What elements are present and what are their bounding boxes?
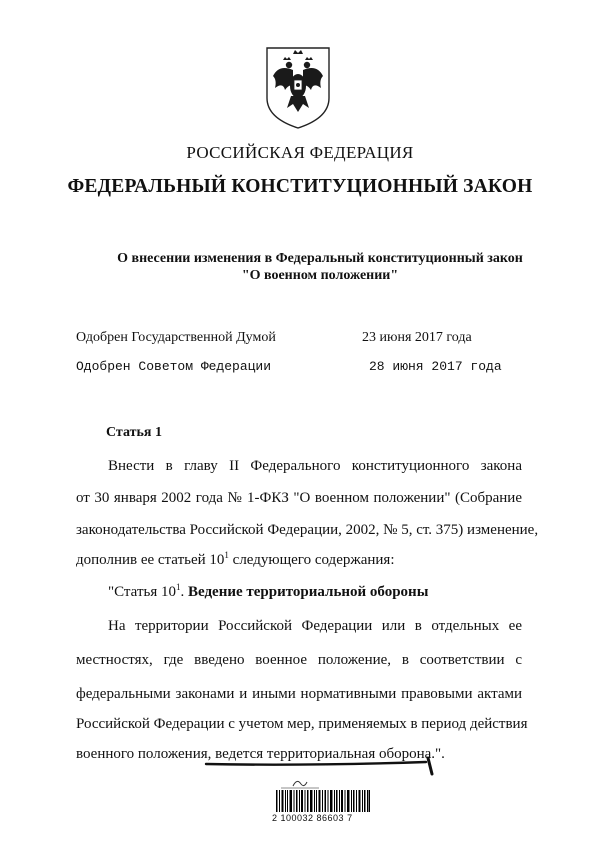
paragraph-text: следующего содержания: [228, 552, 395, 568]
quoted-article-number: "Статья 10 [108, 584, 176, 600]
law-subject-line: "О военном положении" [241, 268, 399, 283]
approval-label-duma: Одобрен Государственной Думой [76, 330, 276, 345]
country-name: РОССИЙСКАЯ ФЕДЕРАЦИЯ [186, 143, 414, 162]
paragraph-line: Внести в главу II Федерального конституционного закона [108, 458, 522, 474]
coat-of-arms-icon [263, 46, 333, 130]
barcode-icon [276, 790, 370, 812]
paragraph-line: местностях, где введено военное положение, в соответствии с [76, 652, 522, 668]
paragraph-line: законодательства Российской Федерации, 2002, № 5, ст. 375) изменение, [76, 522, 539, 538]
paragraph-line: На территории Российской Федерации или в отдельных ее [108, 618, 522, 634]
approval-date-duma: 23 июня 2017 года [362, 330, 472, 345]
paragraph-line: Российской Федерации с учетом мер, применяемых в период действия [76, 716, 528, 732]
approval-label-council: Одобрен Советом Федерации [76, 359, 272, 374]
law-subject [0, 250, 600, 284]
quoted-article-heading [108, 584, 554, 601]
punctuation: . [180, 584, 188, 600]
approval-date-council: 28 июня 2017 года [369, 359, 502, 374]
stamp-mark [277, 776, 323, 790]
paragraph-line: военного положения, ведется территориальная оборона.". [76, 746, 445, 762]
article-heading: Статья 1 [106, 425, 162, 440]
law-subject-line: О внесении изменения в Федеральный конституционный закон [117, 251, 523, 266]
law-type-heading: ФЕДЕРАЛЬНЫЙ КОНСТИТУЦИОННЫЙ ЗАКОН [67, 176, 533, 197]
quoted-article-title: Ведение территориальной обороны [187, 584, 429, 600]
paragraph-text: дополнив ее статьей 10 [76, 552, 225, 568]
superscript: 1 [175, 582, 181, 592]
paragraph-line [76, 552, 522, 569]
paragraph-line: от 30 января 2002 года № 1-ФКЗ "О военном положении" (Собрание [76, 490, 522, 506]
superscript: 1 [224, 550, 229, 560]
paragraph-line: федеральными законами и иными нормативными правовыми актами [76, 686, 522, 702]
barcode-number: 2 100032 86603 7 [272, 813, 353, 823]
